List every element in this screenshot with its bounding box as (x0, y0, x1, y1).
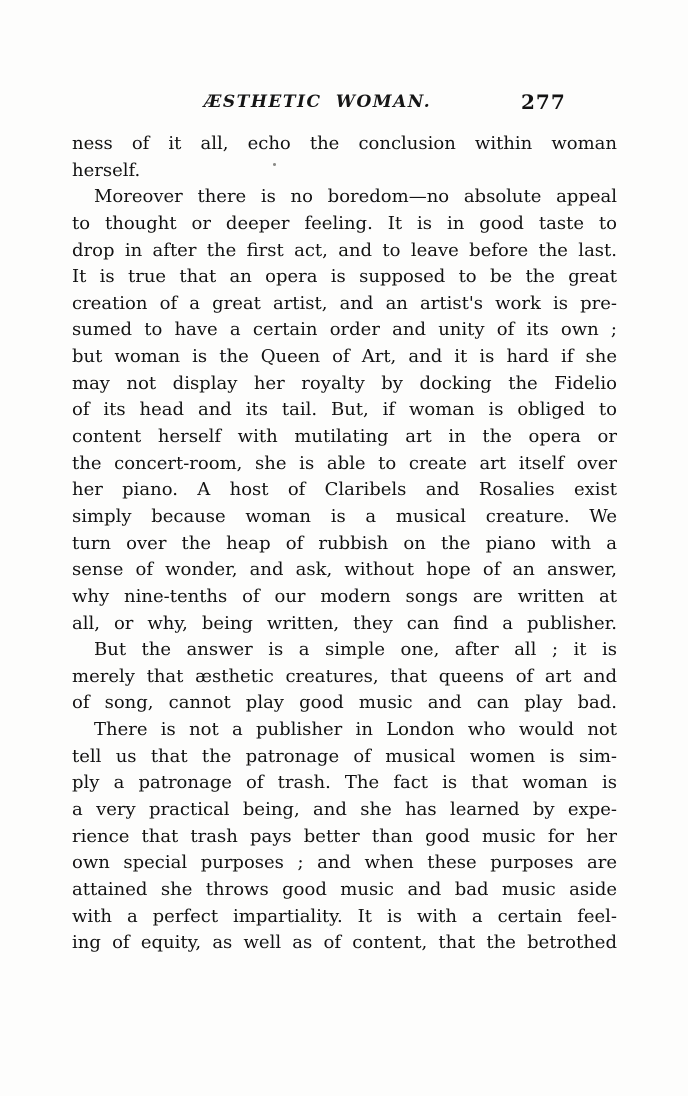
text-line: attained she throws good music and bad music aside (72, 878, 617, 900)
scan-speck (273, 163, 276, 166)
text-line: of its head and its tail. But, if woman is obliged to (72, 399, 617, 421)
text-line: creation of a great artist, and an artist's work is pre- (72, 292, 617, 314)
text-line: rience that trash pays better than good music for her (72, 825, 617, 847)
text-line: ness of it all, echo the conclusion within woman (72, 133, 617, 154)
text-line: herself. (72, 159, 141, 181)
text-line: sense of wonder, and ask, without hope of an answer, (72, 559, 617, 581)
text-line: a very practical being, and she has learned by expe- (72, 799, 617, 821)
running-title: ÆSTHETIC WOMAN. (203, 92, 432, 112)
text-line: content herself with mutilating art in the opera or (72, 426, 617, 448)
text-line: may not display her royalty by docking the Fidelio (72, 372, 617, 394)
text-line: tell us that the patronage of musical women is sim- (72, 745, 617, 767)
text-line: drop in after the first act, and to leave before the last. (72, 239, 617, 261)
text-line: ing of equity, as well as of content, that the betrothed (72, 932, 617, 954)
text-line: But the answer is a simple one, after all ; it is (94, 639, 617, 661)
page-number: 277 (521, 90, 566, 114)
text-line: but woman is the Queen of Art, and it is hard if she (72, 346, 617, 368)
text-line: why nine-tenths of our modern songs are written at (72, 585, 617, 607)
text-line: the concert-room, she is able to create art itself over (72, 452, 617, 474)
text-line: ply a patronage of trash. The fact is that woman is (72, 772, 617, 794)
page-body-text (72, 131, 617, 957)
text-line: There is not a publisher in London who would not (94, 719, 617, 741)
text-line: all, or why, being written, they can find a publisher. (72, 612, 617, 634)
text-line: to thought or deeper feeling. It is in good taste to (72, 212, 617, 234)
text-line: turn over the heap of rubbish on the piano with a (72, 532, 617, 554)
text-line: own special purposes ; and when these purposes are (72, 852, 617, 874)
text-line: her piano. A host of Claribels and Rosalies exist (72, 479, 617, 501)
text-line: It is true that an opera is supposed to be the great (72, 266, 617, 288)
text-line: of song, cannot play good music and can play bad. (72, 692, 617, 714)
text-line: merely that æsthetic creatures, that queens of art and (72, 665, 617, 687)
text-line: with a perfect impartiality. It is with a certain feel- (72, 905, 617, 927)
text-line: simply because woman is a musical creature. We (72, 505, 617, 527)
text-line: Moreover there is no boredom—no absolute appeal (94, 186, 617, 208)
text-line: sumed to have a certain order and unity of its own ; (72, 319, 617, 341)
